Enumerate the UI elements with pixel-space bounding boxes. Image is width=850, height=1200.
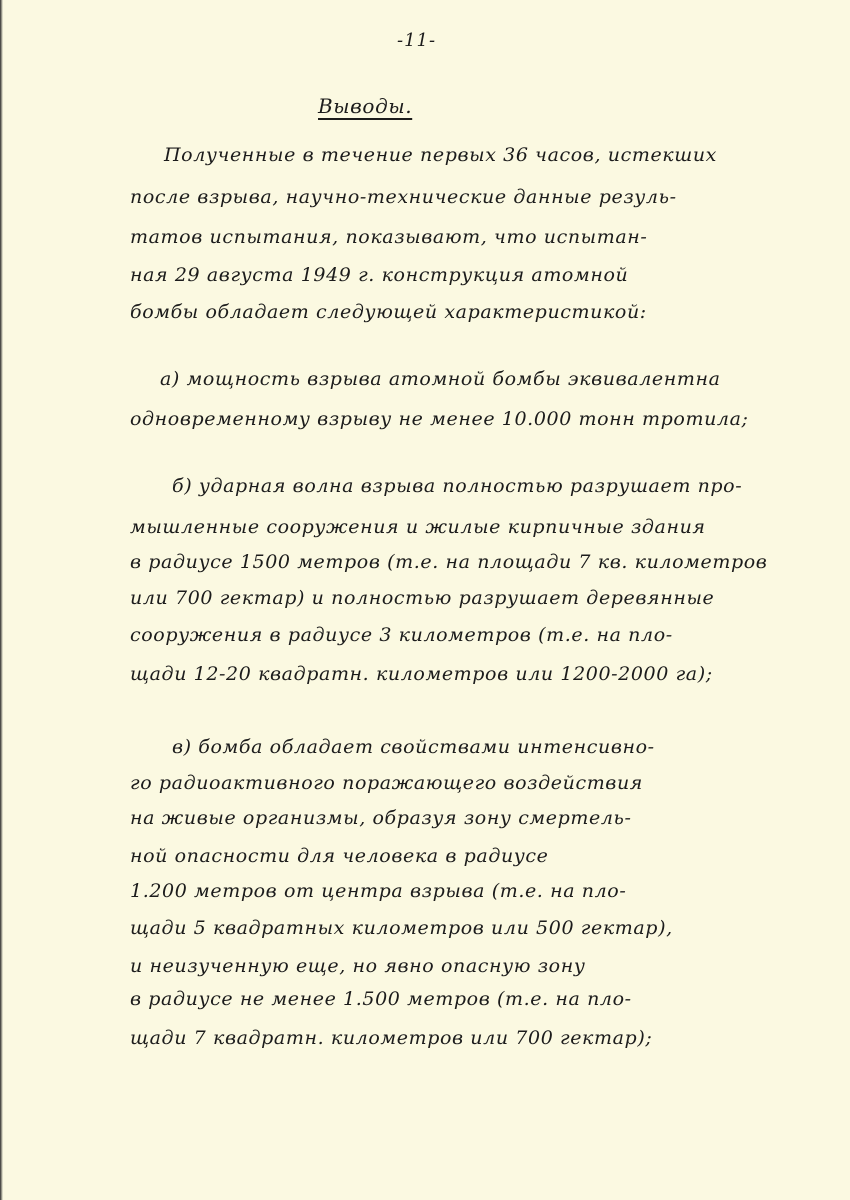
text-line: и неизученную еще, но явно опасную зону [130,955,586,977]
text-line: или 700 гектар) и полностью разрушает деревянные [130,587,715,609]
text-line: ной опасности для человека в радиусе [130,845,549,867]
page-number: -11- [397,30,437,51]
text-line: после взрыва, научно-технические данные резуль- [130,186,677,208]
text-line: бомбы обладает следующей характеристикой: [130,301,647,323]
text-line: сооружения в радиусе 3 километров (т.е. на пло- [130,624,673,646]
text-line: на живые организмы, образуя зону смертель- [130,807,632,829]
text-line: 1.200 метров от центра взрыва (т.е. на пло- [130,880,627,902]
text-line: в радиусе не менее 1.500 метров (т.е. на пло- [130,988,632,1010]
text-line: Полученные в течение первых 36 часов, истекших [164,144,717,166]
text-line: а) мощность взрыва атомной бомбы эквивалентна [160,368,721,390]
scan-edge [0,0,3,1200]
text-line: мышленные сооружения и жилые кирпичные здания [130,516,706,538]
section-heading: Выводы. [318,94,413,118]
text-line: татов испытания, показывают, что испытан- [130,226,648,248]
text-line: в) бомба обладает свойствами интенсивно- [172,736,655,758]
text-line: го радиоактивного поражающего воздействия [130,772,643,794]
text-line: одновременному взрыву не менее 10.000 тонн тротила; [130,408,749,430]
text-line: в радиусе 1500 метров (т.е. на площади 7 кв. километров [130,551,768,573]
text-line: щади 5 квадратных километров или 500 гектар), [130,917,673,939]
text-line: ная 29 августа 1949 г. конструкция атомной [130,264,629,286]
text-line: б) ударная волна взрыва полностью разрушает про- [172,475,743,497]
text-line: щади 12-20 квадратн. километров или 1200-2000 га); [130,663,713,685]
text-line: щади 7 квадратн. километров или 700 гектар); [130,1027,653,1049]
